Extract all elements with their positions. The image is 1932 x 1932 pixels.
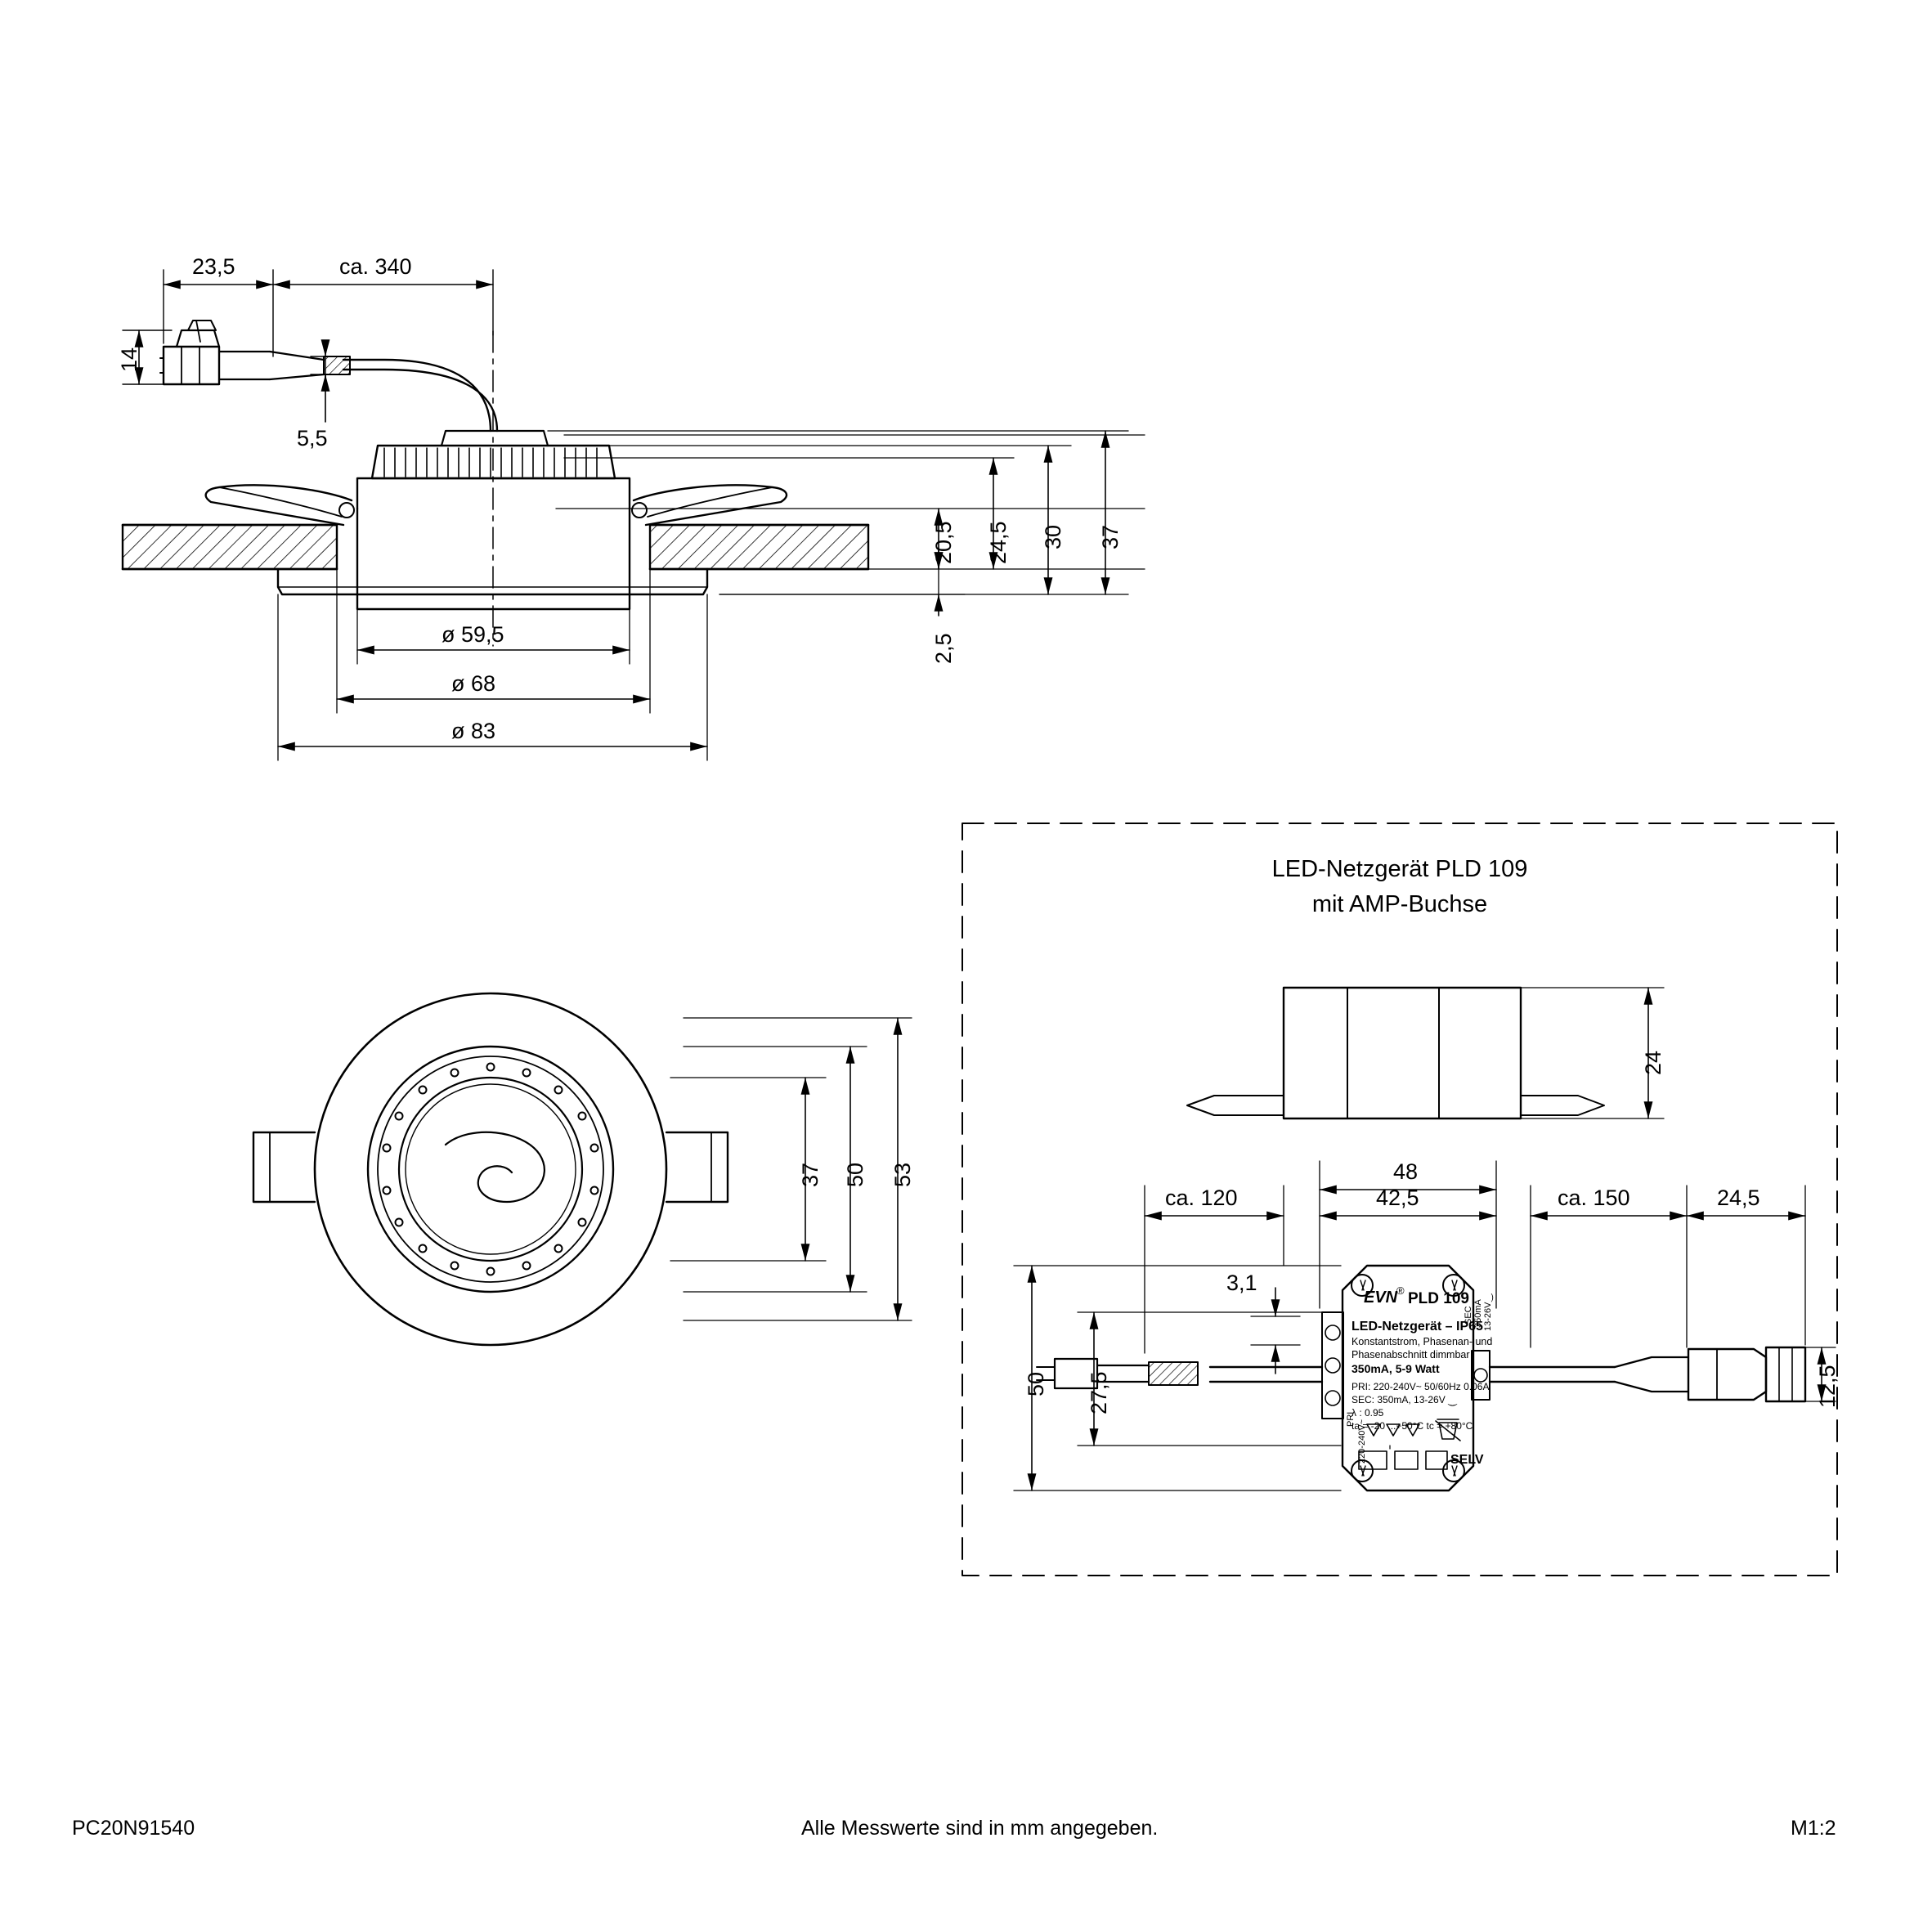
dim-psu-gap-3-1: 3,1 [1226, 1271, 1257, 1295]
dim-depth-20-5: 20,5 [931, 521, 956, 564]
dim-connector-height: 14 [117, 347, 141, 372]
psu-registered-mark: ® [1396, 1284, 1405, 1297]
dim-psu-height-50: 50 [1024, 1371, 1048, 1396]
psu-label-line6: SEC: 350mA, 13-26V ⏝ [1352, 1394, 1458, 1405]
psu-label-line4: 350mA, 5-9 Watt [1352, 1362, 1440, 1375]
dim-front-projection: 2,5 [931, 633, 956, 664]
psu-label-line2: Konstantstrom, Phasenan- und [1352, 1336, 1493, 1347]
psu-title-line2: mit AMP-Buchse [1311, 891, 1488, 917]
dim-diameter-68: ø 68 [451, 671, 496, 696]
psu-title-line1: LED-Netzgerät PLD 109 [1271, 856, 1528, 882]
dim-psu-lead-in: ca. 120 [1165, 1186, 1238, 1210]
psu-side-sec-3: 13-26V⏝ [1483, 1293, 1493, 1331]
dim-depth-37: 37 [1098, 524, 1123, 549]
dim-cable-offset: 5,5 [297, 426, 328, 451]
psu-label-line1: LED-Netzgerät – IP65 [1352, 1320, 1483, 1334]
psu-label-line5: PRI: 220-240V~ 50/60Hz 0.06A [1352, 1381, 1490, 1392]
psu-side-pri-1: PRI [1346, 1411, 1356, 1427]
psu-side-pri-2: 220-240V~ [1357, 1419, 1367, 1464]
dim-front-37: 37 [798, 1162, 823, 1187]
psu-model: PLD 109 [1408, 1290, 1469, 1307]
dim-cable-length: ca. 340 [339, 254, 412, 279]
psu-side-sec-1: SEC [1464, 1306, 1473, 1325]
article-code: PC20N91540 [72, 1817, 195, 1840]
dim-psu-lead-out: ca. 150 [1558, 1186, 1630, 1210]
dim-front-50: 50 [843, 1162, 867, 1187]
dim-psu-plug-height: 12,5 [1815, 1365, 1840, 1408]
dim-psu-height-24: 24 [1641, 1050, 1665, 1075]
dim-psu-plug-length: 24,5 [1717, 1186, 1760, 1210]
dim-psu-height-27-5: 27,5 [1087, 1371, 1111, 1414]
psu-label-line8: ta = -20 ...+50°C tc = +80°C [1352, 1420, 1473, 1432]
dim-psu-width-42-5: 42,5 [1376, 1186, 1419, 1210]
dim-diameter-59-5: ø 59,5 [442, 622, 504, 647]
dim-front-53: 53 [890, 1162, 915, 1187]
measurement-note: Alle Messwerte sind in mm angegeben. [801, 1817, 1159, 1840]
psu-selv-mark: SELV [1450, 1453, 1484, 1467]
psu-brand: EVN [1364, 1289, 1398, 1307]
dim-diameter-83: ø 83 [451, 719, 496, 743]
psu-side-sec-2: 350mA [1473, 1299, 1483, 1328]
psu-label-line7: λ : 0.95 [1352, 1407, 1384, 1419]
drawing-scale: M1:2 [1791, 1817, 1836, 1840]
dim-lead-left: 23,5 [192, 254, 235, 279]
dim-psu-width-48: 48 [1393, 1159, 1419, 1184]
psu-label-line3: Phasenabschnitt dimmbar [1352, 1349, 1470, 1360]
dim-depth-24-5: 24,5 [986, 521, 1011, 564]
dim-depth-30: 30 [1041, 524, 1065, 549]
